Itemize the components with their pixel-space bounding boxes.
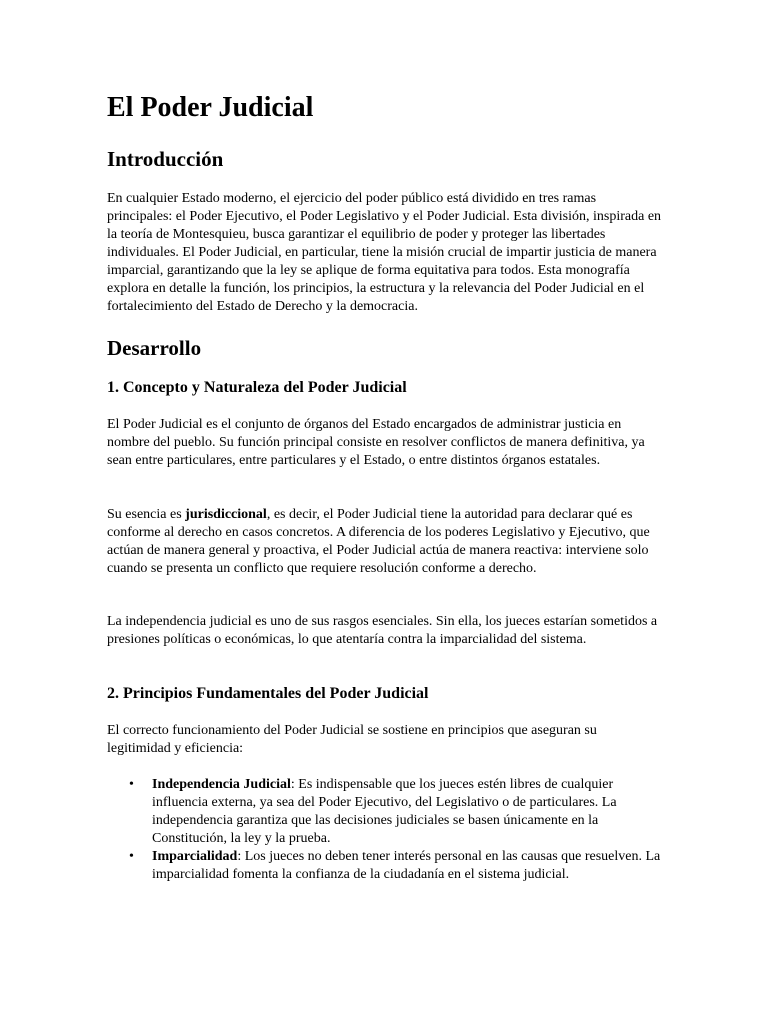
- section2-heading: 2. Principios Fundamentales del Poder Judicial: [107, 685, 429, 702]
- list-item-term: Independencia Judicial: [152, 777, 291, 792]
- p2-text-after: , es decir, el Poder Judicial tiene la autoridad para declarar qué es conforme al derecho en casos concretos. A diferencia de los poderes Legislativo y Ejecutivo, que actúan de manera general y proactiva, el Poder Judicial actúa de manera reactiva: interviene solo cuando se presenta un conflicto que requiere resolución conforme a derecho.: [107, 507, 650, 576]
- list-item-text: : Los jueces no deben tener interés personal en las causas que resuelven. La imparcialidad fomenta la confianza de la ciudadanía en el sistema judicial.: [152, 849, 661, 882]
- bullet-icon: •: [129, 777, 134, 792]
- section2-paragraph-1: El correcto funcionamiento del Poder Judicial se sostiene en principios que aseguran su legitimidad y eficiencia:: [107, 723, 597, 756]
- section1-heading: 1. Concepto y Naturaleza del Poder Judicial: [107, 379, 407, 396]
- list-item-term: Imparcialidad: [152, 849, 238, 864]
- principles-list: [107, 776, 663, 884]
- development-heading: Desarrollo: [107, 336, 202, 360]
- p2-text-before: Su esencia es: [107, 507, 186, 522]
- section1-paragraph-1: El Poder Judicial es el conjunto de órganos del Estado encargados de administrar justicia en nombre del pueblo. Su función principal consiste en resolver conflictos de manera definitiva, ya sean entre particulares, entre particulares y el Estado, o entre distintos órganos estatales.: [107, 417, 645, 468]
- jurisdiccional-term: jurisdiccional: [185, 507, 267, 522]
- section1-paragraph-2: [107, 506, 663, 578]
- list-item-text: : Es indispensable que los jueces estén libres de cualquier influencia externa, ya sea del Poder Ejecutivo, del Legislativo o de particulares. La independencia garantiza que las decisiones judiciales se basen únicamente en la Constitución, la ley y la prueba.: [152, 777, 617, 846]
- intro-heading: Introducción: [107, 147, 224, 171]
- intro-paragraph: En cualquier Estado moderno, el ejercicio del poder público está dividido en tres ramas principales: el Poder Ejecutivo, el Poder Legislativo y el Poder Judicial. Esta división, inspirada en la teoría de Montesquieu, busca garantizar el equilibrio de poder y proteger las libertades individuales. El Poder Judicial, en particular, tiene la misión crucial de impartir justicia de manera imparcial, garantizando que la ley se aplique de forma equitativa para todos. Esta monografía explora en detalle la función, los principios, la estructura y la relevancia del Poder Judicial en el fortalecimiento del Estado de Derecho y la democracia.: [107, 191, 662, 314]
- list-item: [107, 776, 663, 848]
- bullet-icon: •: [129, 849, 134, 864]
- list-item: [107, 848, 663, 884]
- document-title: El Poder Judicial: [107, 92, 314, 123]
- section1-paragraph-3: La independencia judicial es uno de sus rasgos esenciales. Sin ella, los jueces estarían sometidos a presiones políticas o económicas, lo que atentaría contra la imparcialidad del sistema.: [107, 614, 658, 647]
